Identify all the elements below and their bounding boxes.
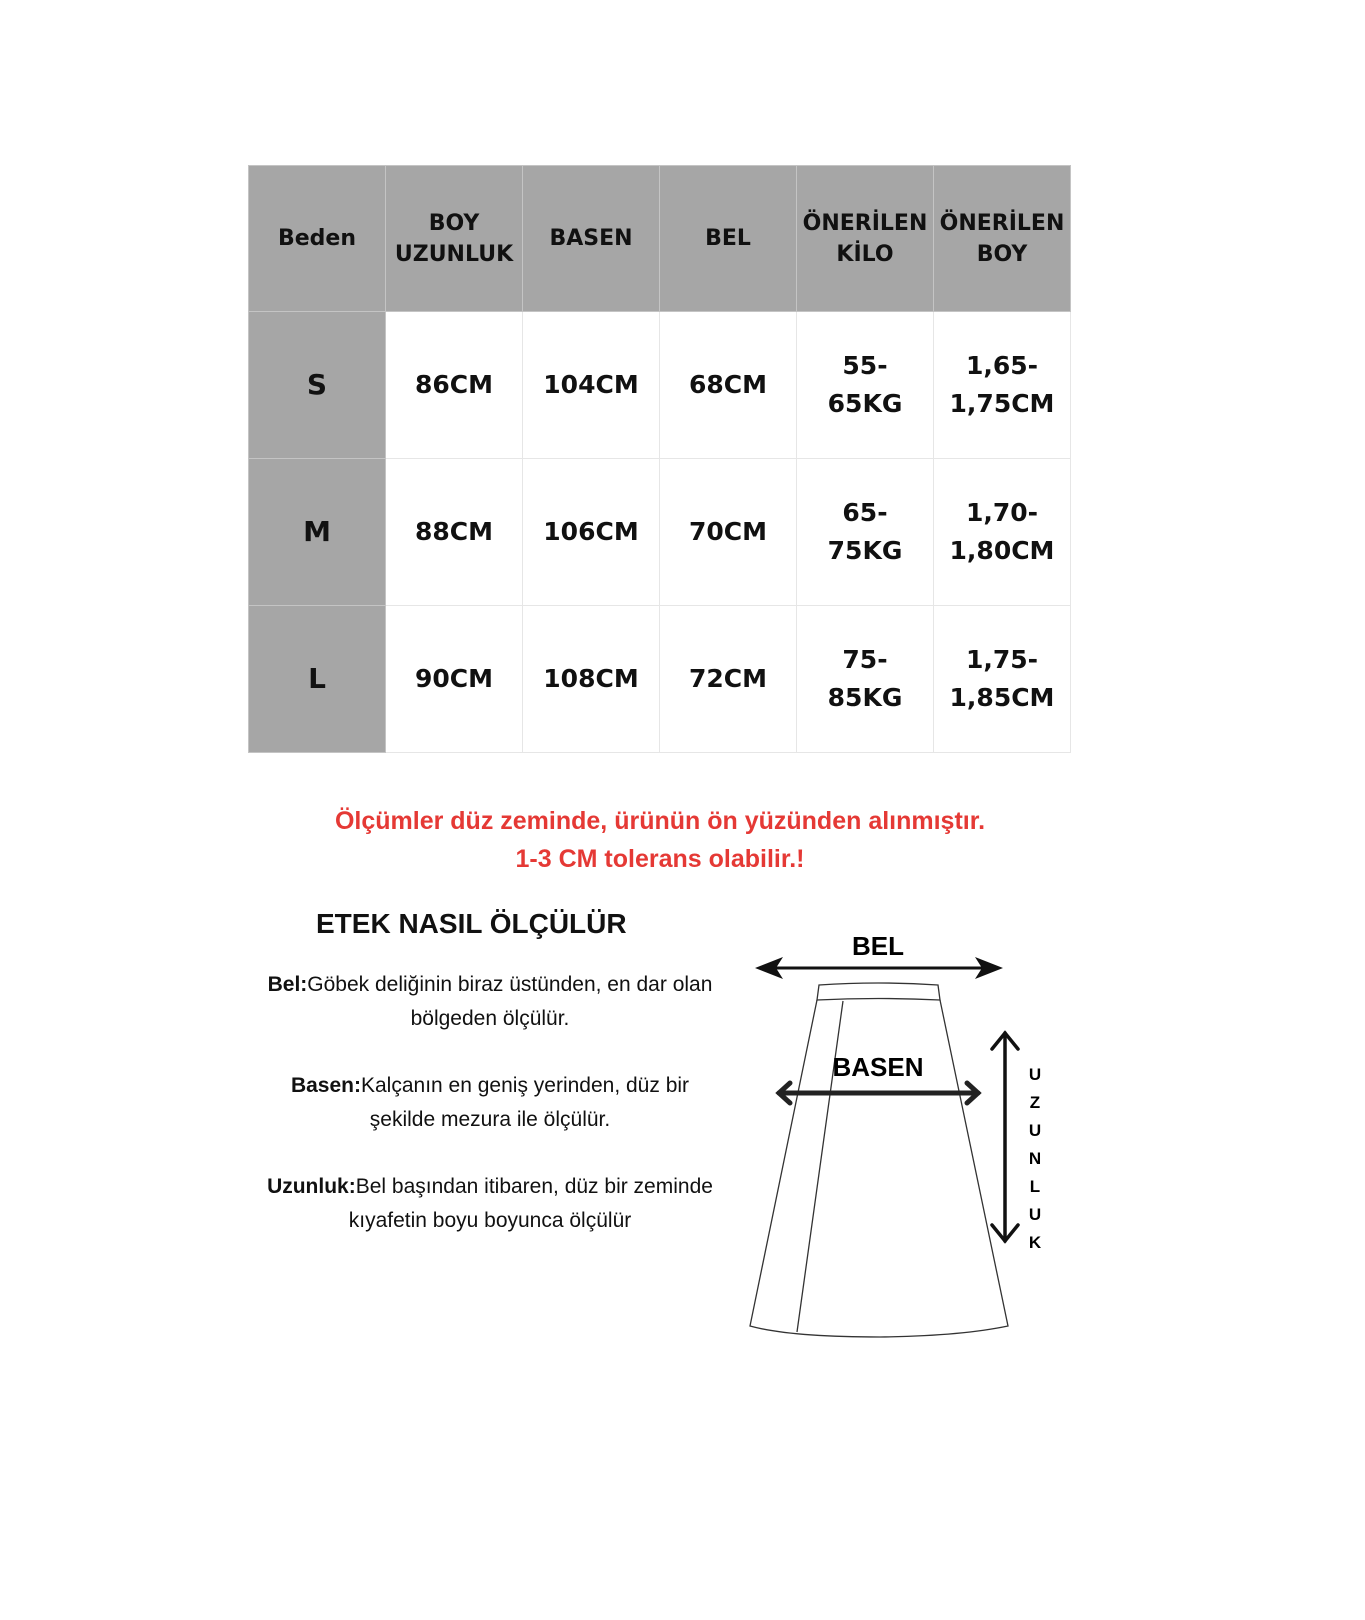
basen-label: BASEN (832, 1052, 924, 1082)
uzunluk-letter: U (1028, 1065, 1042, 1084)
guide-item-uzunluk: Uzunluk:Bel başından itibaren, düz bir zeminde kıyafetin boyu boyunca ölçülür (267, 1175, 713, 1232)
basen-cell: 108CM (523, 606, 660, 753)
uzunluk-arrow-icon (992, 1033, 1018, 1241)
size-cell: M (249, 459, 386, 606)
uzunluk-label (1029, 1065, 1042, 1252)
boy-cell: 90CM (386, 606, 523, 753)
guide-title: ETEK NASIL ÖLÇÜLÜR (316, 908, 627, 939)
header-onerilen-boy: ÖNERİLEN BOY (934, 166, 1071, 312)
basen-cell: 106CM (523, 459, 660, 606)
size-cell: S (249, 312, 386, 459)
header-boy-uzunluk: BOY UZUNLUK (386, 166, 523, 312)
boy-cell: 86CM (386, 312, 523, 459)
guide-item-basen: Basen:Kalçanın en geniş yerinden, düz bir şekilde mezura ile ölçülür. (290, 1074, 690, 1131)
bel-cell: 68CM (660, 312, 797, 459)
size-cell: L (249, 606, 386, 753)
bel-label: BEL (852, 931, 904, 961)
uzunluk-letter: U (1028, 1121, 1042, 1140)
kilo-cell: 65- 75KG (797, 459, 934, 606)
basen-arrow-icon (779, 1083, 978, 1103)
bel-cell: 70CM (660, 459, 797, 606)
basen-cell: 104CM (523, 312, 660, 459)
uzunluk-letter: L (1029, 1177, 1041, 1196)
kilo-cell: 55- 65KG (797, 312, 934, 459)
uzunluk-letter: Z (1029, 1093, 1041, 1112)
onerilen-boy-cell: 1,70- 1,80CM (934, 459, 1071, 606)
header-bel: BEL (660, 166, 797, 312)
header-onerilen-kilo: ÖNERİLEN KİLO (797, 166, 934, 312)
header-beden: Beden (249, 166, 386, 312)
uzunluk-letter: N (1028, 1149, 1042, 1168)
uzunluk-letter: K (1028, 1233, 1042, 1252)
measurement-note: Ölçümler düz zeminde, ürünün ön yüzünden alınmıştır. (334, 807, 986, 835)
header-basen: BASEN (523, 166, 660, 312)
skirt-outline (750, 983, 1008, 1337)
onerilen-boy-cell: 1,65- 1,75CM (934, 312, 1071, 459)
boy-cell: 88CM (386, 459, 523, 606)
kilo-cell: 75- 85KG (797, 606, 934, 753)
uzunluk-letter: U (1028, 1205, 1042, 1224)
tolerance-note: 1-3 CM tolerans olabilir.! (515, 845, 805, 873)
guide-item-bel: Bel:Göbek deliğinin biraz üstünden, en dar olan bölgeden ölçülür. (267, 973, 713, 1030)
bel-cell: 72CM (660, 606, 797, 753)
onerilen-boy-cell: 1,75- 1,85CM (934, 606, 1071, 753)
